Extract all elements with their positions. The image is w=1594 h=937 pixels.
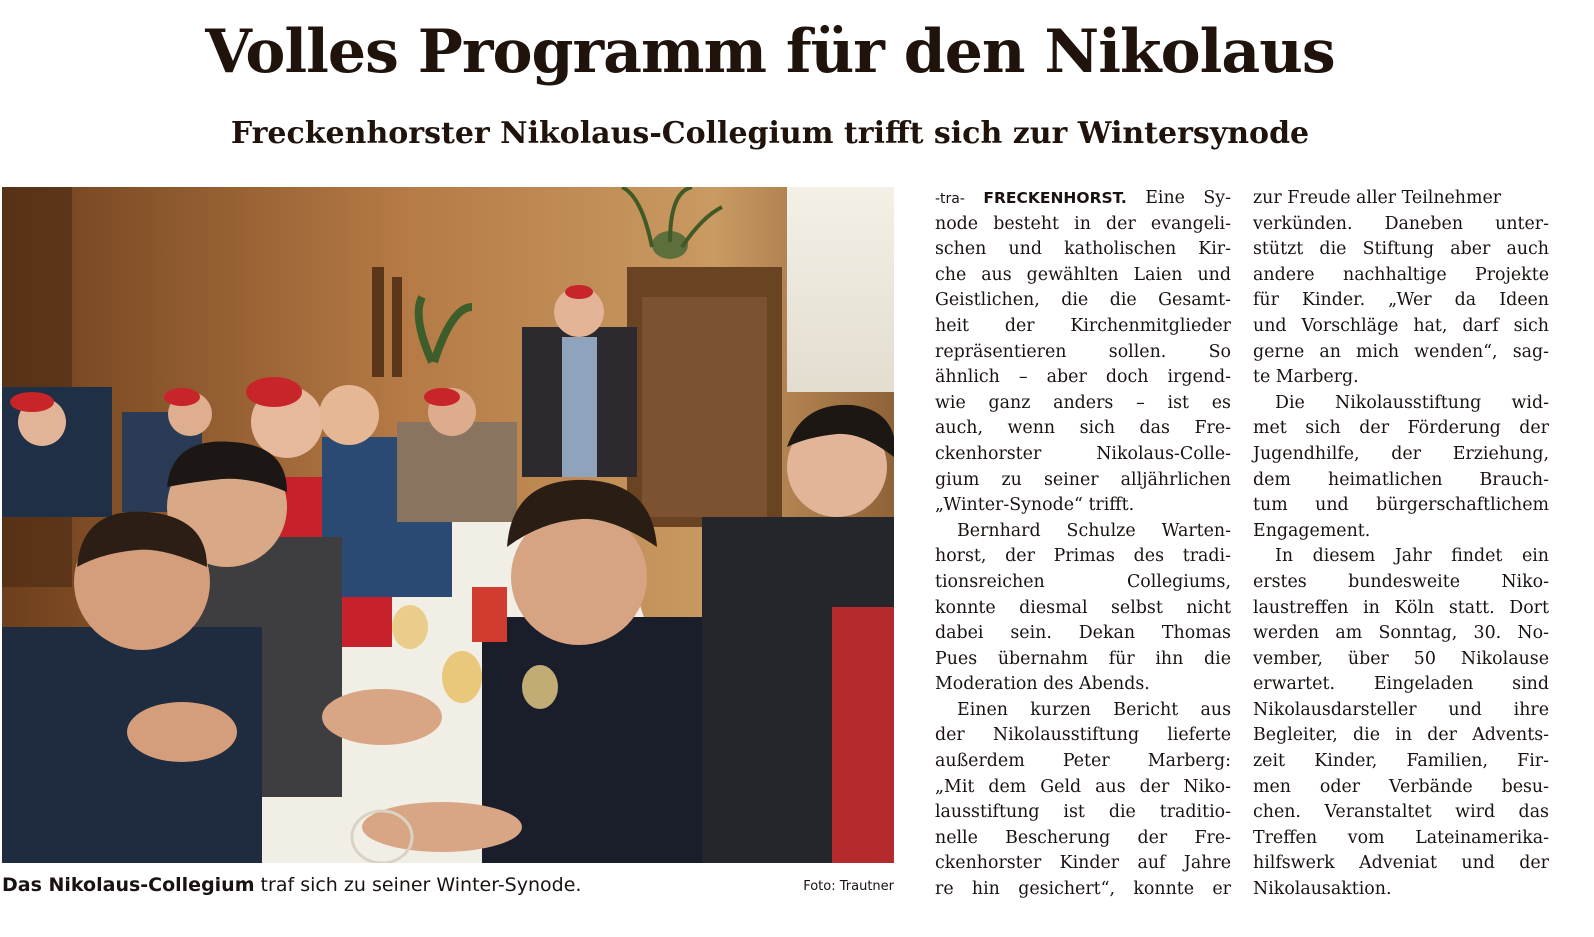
- text-line: tum und bürgerschaftlichem: [1253, 495, 1549, 516]
- text-line: nelle Bescherung der Fre-: [935, 827, 1231, 848]
- text-line: men oder Verbände besu-: [1253, 776, 1549, 797]
- text-line: dabei sein. Dekan Thomas: [935, 623, 1231, 644]
- text-line: ckenhorster Nikolaus-Colle-: [935, 443, 1231, 464]
- text-line: außerdem Peter Marberg:: [935, 751, 1231, 772]
- text-line: zur Freude aller Teilnehmer: [1253, 188, 1502, 208]
- text-line: Bernhard Schulze Warten-: [957, 520, 1231, 541]
- text-line: für Kinder. „Wer da Ideen: [1253, 290, 1549, 311]
- text-line: Geistlichen, die die Gesamt-: [935, 290, 1231, 311]
- text-line: Moderation des Abends.: [935, 674, 1150, 695]
- author-tag: -tra-: [935, 191, 965, 207]
- text-line: der Nikolausstiftung lieferte: [935, 725, 1231, 746]
- headline: Volles Programm für den Nikolaus: [205, 17, 1335, 87]
- text-line: laustreffen in Köln statt. Dort: [1253, 597, 1549, 618]
- subheadline: Freckenhorster Nikolaus-Collegium trifft sich zur Wintersynode: [230, 116, 1310, 151]
- text-line: che aus gewählten Laien und: [935, 264, 1231, 285]
- text-line: und Vorschläge hat, darf sich: [1253, 315, 1549, 336]
- text-line: gium zu seiner alljährlichen: [935, 469, 1231, 490]
- text-line: konnte diesmal selbst nicht: [935, 597, 1231, 618]
- caption-text: traf sich zu seiner Winter-Synode.: [254, 874, 582, 896]
- text-line: „Winter-Synode“ trifft.: [935, 495, 1135, 516]
- text-line: gerne an mich wenden“, sag-: [1253, 341, 1549, 362]
- photo-credit: Foto: Trautner: [803, 879, 894, 894]
- text-line: Einen kurzen Bericht aus: [957, 699, 1231, 720]
- text-line: erstes bundesweite Niko-: [1253, 571, 1549, 592]
- text-line: te Marberg.: [1253, 367, 1359, 388]
- text-line: node besteht in der evangeli-: [935, 213, 1231, 234]
- text-line: schen und katholischen Kir-: [935, 239, 1231, 260]
- text-line: „Mit dem Geld aus der Niko-: [935, 776, 1231, 797]
- text-line: horst, der Primas des tradi-: [935, 546, 1231, 567]
- text-line: verkünden. Daneben unter-: [1253, 213, 1549, 234]
- text-line: Begleiter, die in der Advents-: [1253, 725, 1549, 746]
- text-line: Engagement.: [1253, 520, 1371, 541]
- text-line: zeit Kinder, Familien, Fir-: [1253, 751, 1549, 772]
- text-line: auch, wenn sich das Fre-: [935, 418, 1231, 439]
- text-line: re hin gesichert“, konnte er: [935, 879, 1231, 900]
- text-line: hilfswerk Adveniat und der: [1253, 853, 1549, 874]
- text-line: Treffen vom Lateinamerika-: [1253, 827, 1549, 848]
- text-line: ckenhorster Kinder auf Jahre: [935, 853, 1231, 874]
- text-line: chen. Veranstaltet wird das: [1253, 802, 1549, 823]
- text-line: werden am Sonntag, 30. No-: [1253, 623, 1549, 644]
- text-line: repräsentieren sollen. So: [935, 341, 1231, 362]
- text-line: Nikolausdarsteller und ihre: [1253, 699, 1549, 720]
- text-line: Nikolausaktion.: [1253, 879, 1392, 900]
- text-line: [935, 186, 1231, 212]
- text-line: stützt die Stiftung aber auch: [1253, 239, 1549, 260]
- text-line: tionsreichen Collegiums,: [935, 571, 1231, 592]
- text-line: Pues übernahm für ihn die: [935, 648, 1231, 669]
- text-line: wie ganz anders – ist es: [935, 392, 1231, 413]
- text-line: erwartet. Eingeladen sind: [1253, 674, 1549, 695]
- caption-lead: Das Nikolaus-Collegium: [2, 874, 255, 896]
- text-line: ähnlich – aber doch irgend-: [935, 367, 1231, 388]
- photo-illustration: [2, 187, 894, 863]
- article-column-1: [935, 186, 1231, 903]
- dateline: FRECKENHORST.: [983, 189, 1127, 207]
- text-line: In diesem Jahr findet ein: [1275, 546, 1549, 567]
- text-line: vember, über 50 Nikolause: [1253, 648, 1549, 669]
- text-line: Die Nikolausstiftung wid-: [1275, 392, 1549, 413]
- text-line: heit der Kirchenmitglieder: [935, 315, 1231, 336]
- article-column-2: [1253, 186, 1549, 903]
- text-line: met sich der Förderung der: [1253, 418, 1549, 439]
- text-line: andere nachhaltige Projekte: [1253, 264, 1549, 285]
- text-line: Jugendhilfe, der Erziehung,: [1253, 443, 1549, 464]
- text-line: dem heimatlichen Brauch-: [1253, 469, 1549, 490]
- text-line: lausstiftung ist die traditio-: [935, 802, 1231, 823]
- article-photo: [2, 187, 894, 863]
- photo-caption: [2, 874, 894, 904]
- text-fragment: Eine Sy-: [1145, 188, 1231, 208]
